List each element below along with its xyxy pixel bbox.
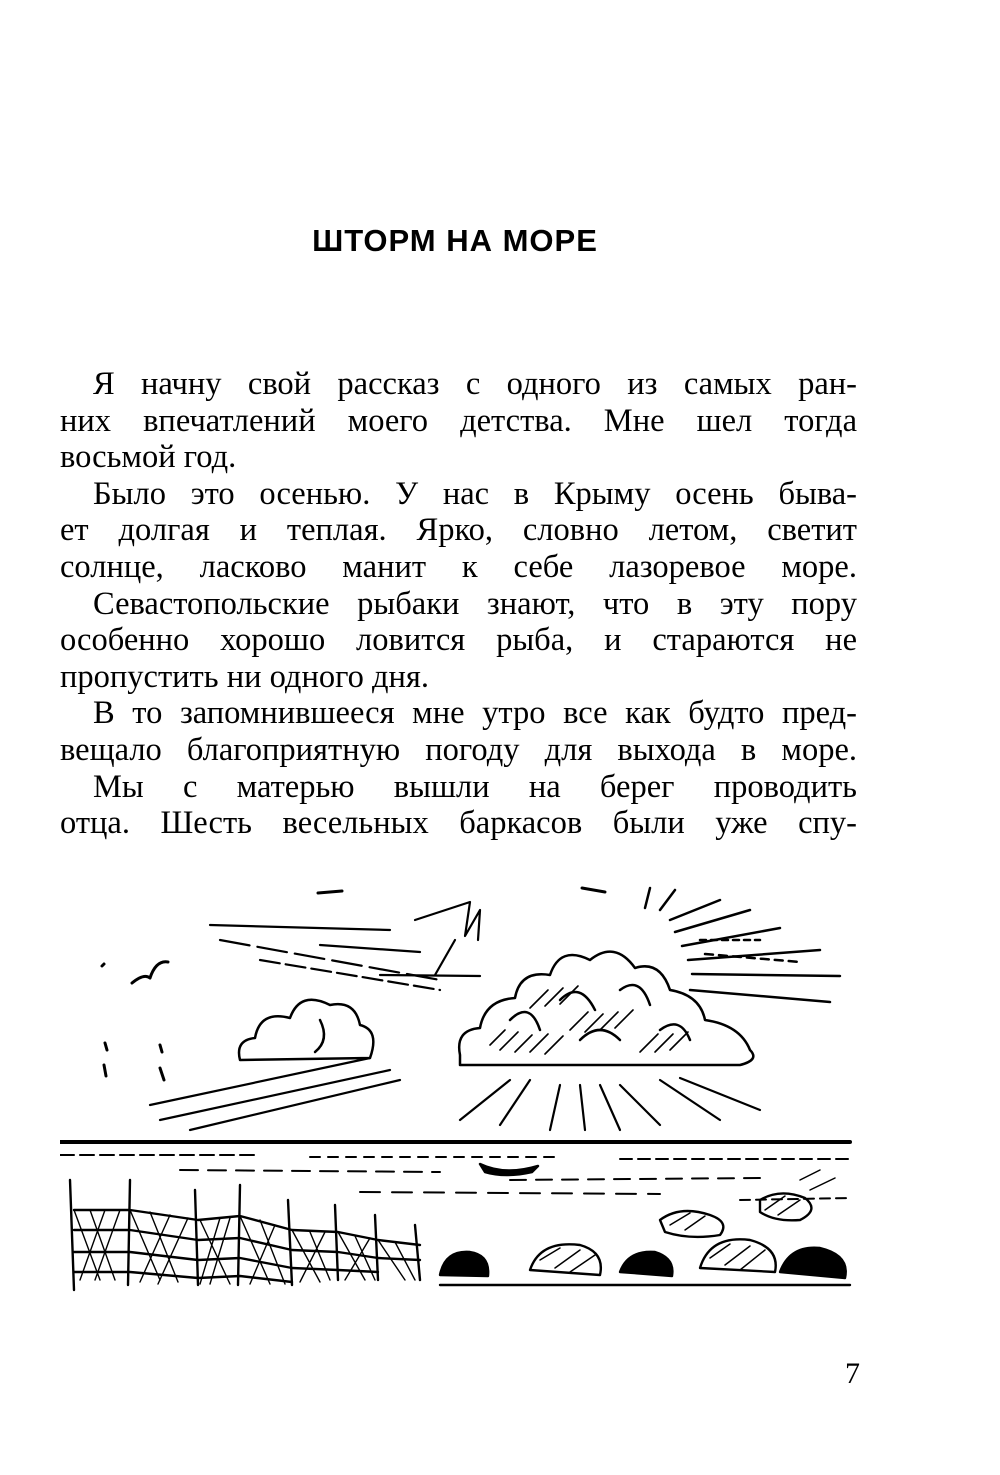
text-line: Я начну свой рассказ с одного из самых ран-	[93, 366, 857, 402]
body-text	[60, 366, 857, 842]
fishing-nets	[70, 1180, 420, 1290]
text-line: отца. Шесть весельных баркасов были уже спу-	[60, 805, 857, 842]
text-line: солнце, ласково манит к себе лазоревое море.	[60, 548, 857, 585]
lower-rays	[150, 1058, 760, 1130]
text-line: Севастопольские рыбаки знают, что в эту пору	[93, 585, 857, 622]
text-line: восьмой год.	[60, 439, 237, 476]
birds	[102, 888, 605, 1080]
text-line: пропустить ни одного дня.	[60, 658, 430, 695]
cloud-shading	[490, 986, 688, 1054]
text-line: Было это осенью. У нас в Крыму осень быва-	[93, 475, 857, 512]
text-line: особенно хорошо ловится рыба, и стараются не	[60, 622, 857, 659]
page-number: 7	[845, 1357, 860, 1390]
sea-lines	[60, 1155, 850, 1200]
sky-streaks	[210, 902, 480, 990]
text-line: них впечатлений моего детства. Мне шел тогда	[60, 402, 857, 439]
text-line: Мы с матерью вышли на берег проводить	[93, 768, 857, 805]
text-line: В то запомнившееся мне утро все как будто пред-	[93, 695, 857, 732]
text-line: вещало благоприятную погоду для выхода в море.	[60, 731, 857, 768]
text-line: ет долгая и теплая. Ярко, словно летом, светит	[60, 512, 857, 549]
sun-rays	[645, 888, 840, 1002]
boat	[480, 1164, 538, 1175]
sea-shore-illustration	[60, 880, 860, 1310]
chapter-title: ШТОРМ НА МОРЕ	[312, 223, 598, 258]
